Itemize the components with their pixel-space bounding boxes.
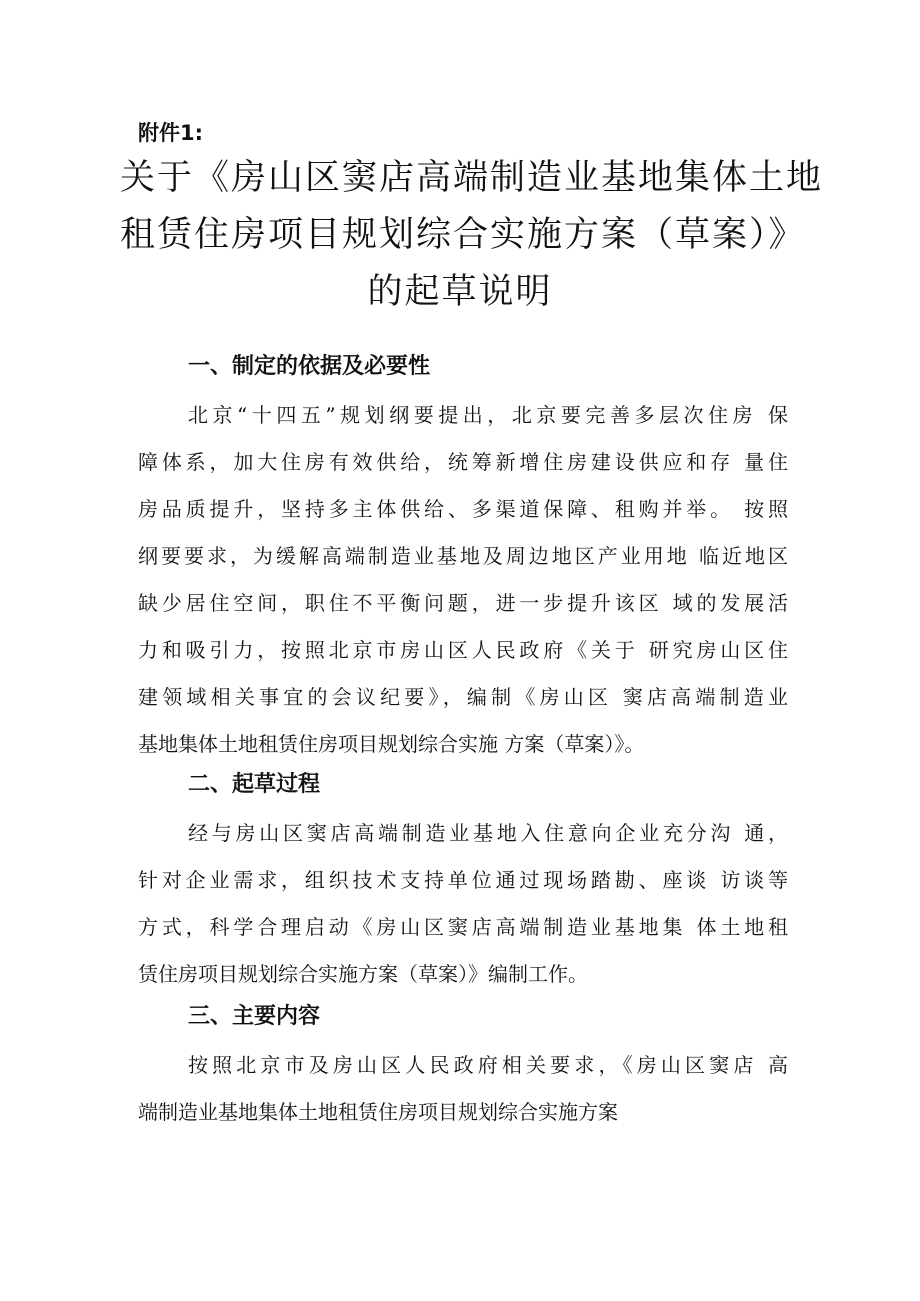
paragraph-line: 建领域相关事宜的会议纪要》，编制《房山区 窦店高端制造业 bbox=[138, 685, 788, 709]
paragraph-line: 北京“十四五”规划纲要提出，北京要完善多层次住房 保 bbox=[188, 403, 788, 427]
paragraph-line: 基地集体土地租赁住房项目规划综合实施 方案（草案）》。 bbox=[138, 732, 645, 756]
paragraph-line: 端制造业基地集体土地租赁住房项目规划综合实施方案 bbox=[138, 1100, 618, 1124]
paragraph-line: 赁住房项目规划综合实施方案（草案）》编制工作。 bbox=[138, 962, 588, 986]
document-title bbox=[120, 150, 824, 321]
title-line: 的起草说明 bbox=[367, 272, 553, 312]
paragraph-line: 房品质提升，坚持多主体供给、多渠道保障、租购并举。 按照 bbox=[138, 497, 788, 521]
paragraph-line: 方式，科学合理启动《房山区窦店高端制造业基地集 体土地租 bbox=[138, 915, 788, 939]
section-heading-process: 二、起草过程 bbox=[188, 772, 321, 797]
paragraph-line: 障体系，加大住房有效供给，统筹新增住房建设供应和存 量住 bbox=[138, 450, 788, 474]
paragraph-line: 经与房山区窦店高端制造业基地入住意向企业充分沟 通， bbox=[188, 821, 788, 845]
section-heading-content: 三、主要内容 bbox=[188, 1004, 321, 1029]
title-line: 租赁住房项目规划综合实施方案（草案）》 bbox=[120, 215, 806, 255]
attachment-label: 附件1: bbox=[138, 121, 204, 145]
paragraph-line: 缺少居住空间，职住不平衡问题，进一步提升该区 域的发展活 bbox=[138, 591, 788, 615]
paragraph-line: 纲要要求，为缓解高端制造业基地及周边地区产业用地 临近地区 bbox=[138, 544, 788, 568]
paragraph-line: 针对企业需求，组织技术支持单位通过现场踏勘、座谈 访谈等 bbox=[138, 868, 788, 892]
paragraph-line: 按照北京市及房山区人民政府相关要求，《房山区窦店 高 bbox=[188, 1053, 788, 1077]
section-body-process bbox=[138, 810, 788, 998]
title-line: 关于《房山区窦店高端制造业基地集体土地 bbox=[120, 158, 824, 198]
section-body-basis bbox=[138, 392, 788, 768]
section-heading-basis: 一、制定的依据及必要性 bbox=[188, 354, 431, 379]
section-body-content bbox=[138, 1042, 788, 1136]
paragraph-line: 力和吸引力，按照北京市房山区人民政府《关于 研究房山区住 bbox=[138, 638, 788, 662]
